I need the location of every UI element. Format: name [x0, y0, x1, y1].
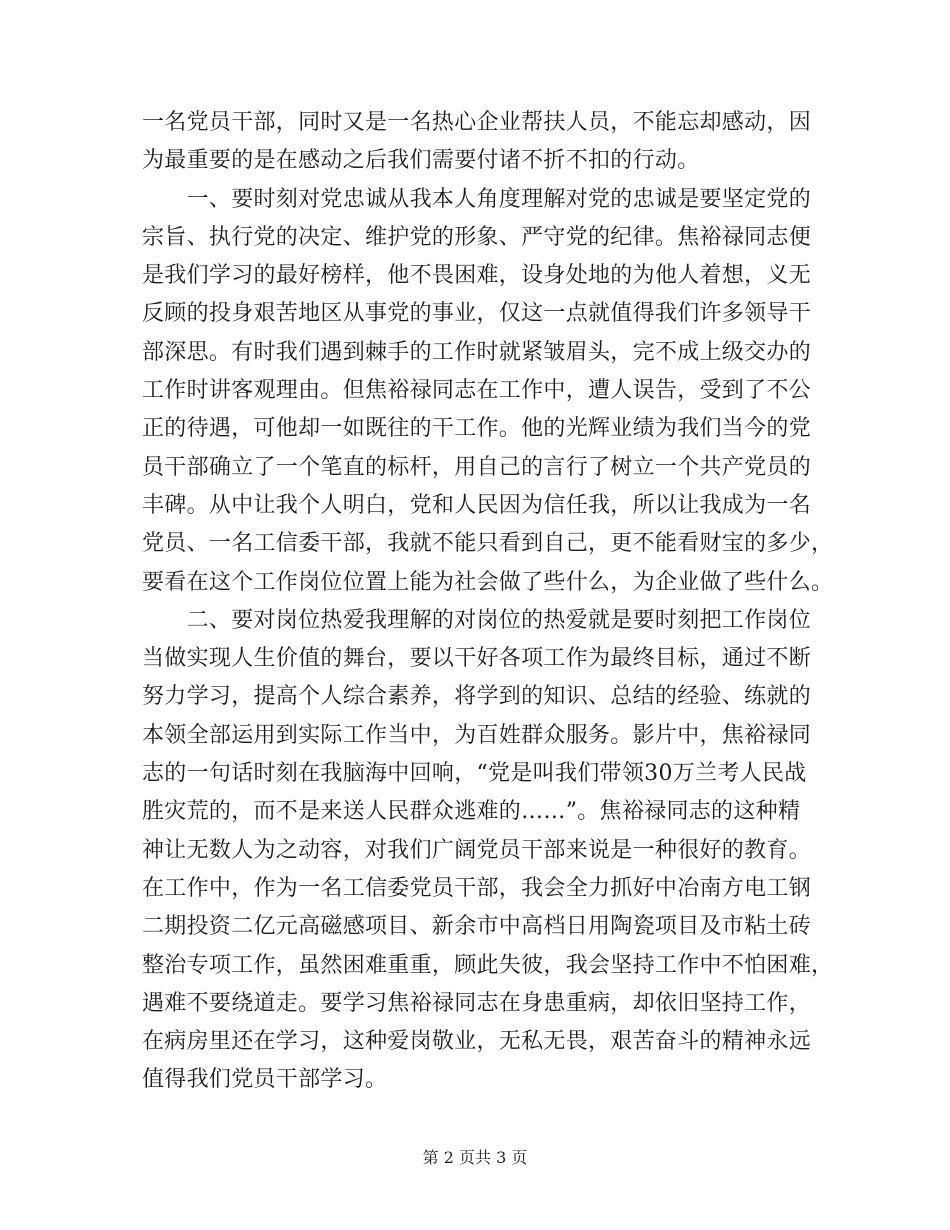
text-line: 工作时讲客观理由。但焦裕禄同志在工作中，遭人误告，受到了不公: [142, 378, 812, 404]
page-number-footer: 第 2 页共 3 页: [422, 1148, 528, 1167]
text-line: 整治专项工作，虽然困难重重，顾此失彼，我会坚持工作中不怕困难，: [142, 952, 834, 978]
text-line: 员干部确立了一个笔直的标杆，用自己的言行了树立一个共产党员的: [142, 454, 812, 480]
text-line: 二期投资二亿元高磁感项目、新余市中高档日用陶瓷项目及市粘土砖: [142, 914, 812, 940]
text-line: 在病房里还在学习，这种爱岗敬业，无私无畏，艰苦奋斗的精神永远: [142, 1029, 812, 1055]
text-line: 丰碑。从中让我个人明白，党和人民因为信任我，所以让我成为一名: [142, 492, 812, 518]
text-line: 胜灾荒的，而不是来送人民群众逃难的……”。焦裕禄同志的这种精: [142, 799, 801, 825]
text-line: 值得我们党员干部学习。: [142, 1067, 388, 1093]
text-line: 遇难不要绕道走。要学习焦裕禄同志在身患重病，却依旧坚持工作，: [142, 990, 812, 1016]
text-line: 在工作中，作为一名工信委党员干部，我会全力抓好中冶南方电工钢: [142, 875, 812, 901]
text-line: 二、要对岗位热爱我理解的对岗位的热爱就是要时刻把工作岗位: [142, 607, 812, 633]
text-line: 努力学习，提高个人综合素养，将学到的知识、总结的经验、练就的: [142, 684, 812, 710]
text-line: 部深思。有时我们遇到棘手的工作时就紧皱眉头，完不成上级交办的: [142, 339, 812, 365]
text-line: 本领全部运用到实际工作当中，为百姓群众服务。影片中，焦裕禄同: [142, 722, 812, 748]
text-line: 宗旨、执行党的决定、维护党的形象、严守党的纪律。焦裕禄同志便: [142, 224, 812, 250]
text-line: 为最重要的是在感动之后我们需要付诸不折不扣的行动。: [142, 148, 700, 174]
text-line: 神让无数人为之动容，对我们广阔党员干部来说是一种很好的教育。: [142, 837, 812, 863]
text-line: 正的待遇，可他却一如既往的干工作。他的光辉业绩为我们当今的党: [142, 416, 812, 442]
text-line: 是我们学习的最好榜样，他不畏困难，设身处地的为他人着想，义无: [142, 263, 812, 289]
text-line: 一、要时刻对党忠诚从我本人角度理解对党的忠诚是要坚定党的: [142, 186, 812, 212]
text-line: 党员、一名工信委干部，我就不能只看到自己，更不能看财宝的多少，: [142, 531, 834, 557]
text-line: 志的一句话时刻在我脑海中回响，“党是叫我们带领30万兰考人民战: [142, 761, 807, 787]
text-line: 一名党员干部，同时又是一名热心企业帮扶人员，不能忘却感动，因: [142, 110, 812, 135]
text-line: 反顾的投身艰苦地区从事党的事业，仅这一点就值得我们许多领导干: [142, 301, 812, 327]
text-line: 当做实现人生价值的舞台，要以干好各项工作为最终目标，通过不断: [142, 646, 812, 672]
text-line: 要看在这个工作岗位位置上能为社会做了些什么，为企业做了些什么。: [142, 569, 834, 595]
document-body: [142, 104, 834, 1100]
